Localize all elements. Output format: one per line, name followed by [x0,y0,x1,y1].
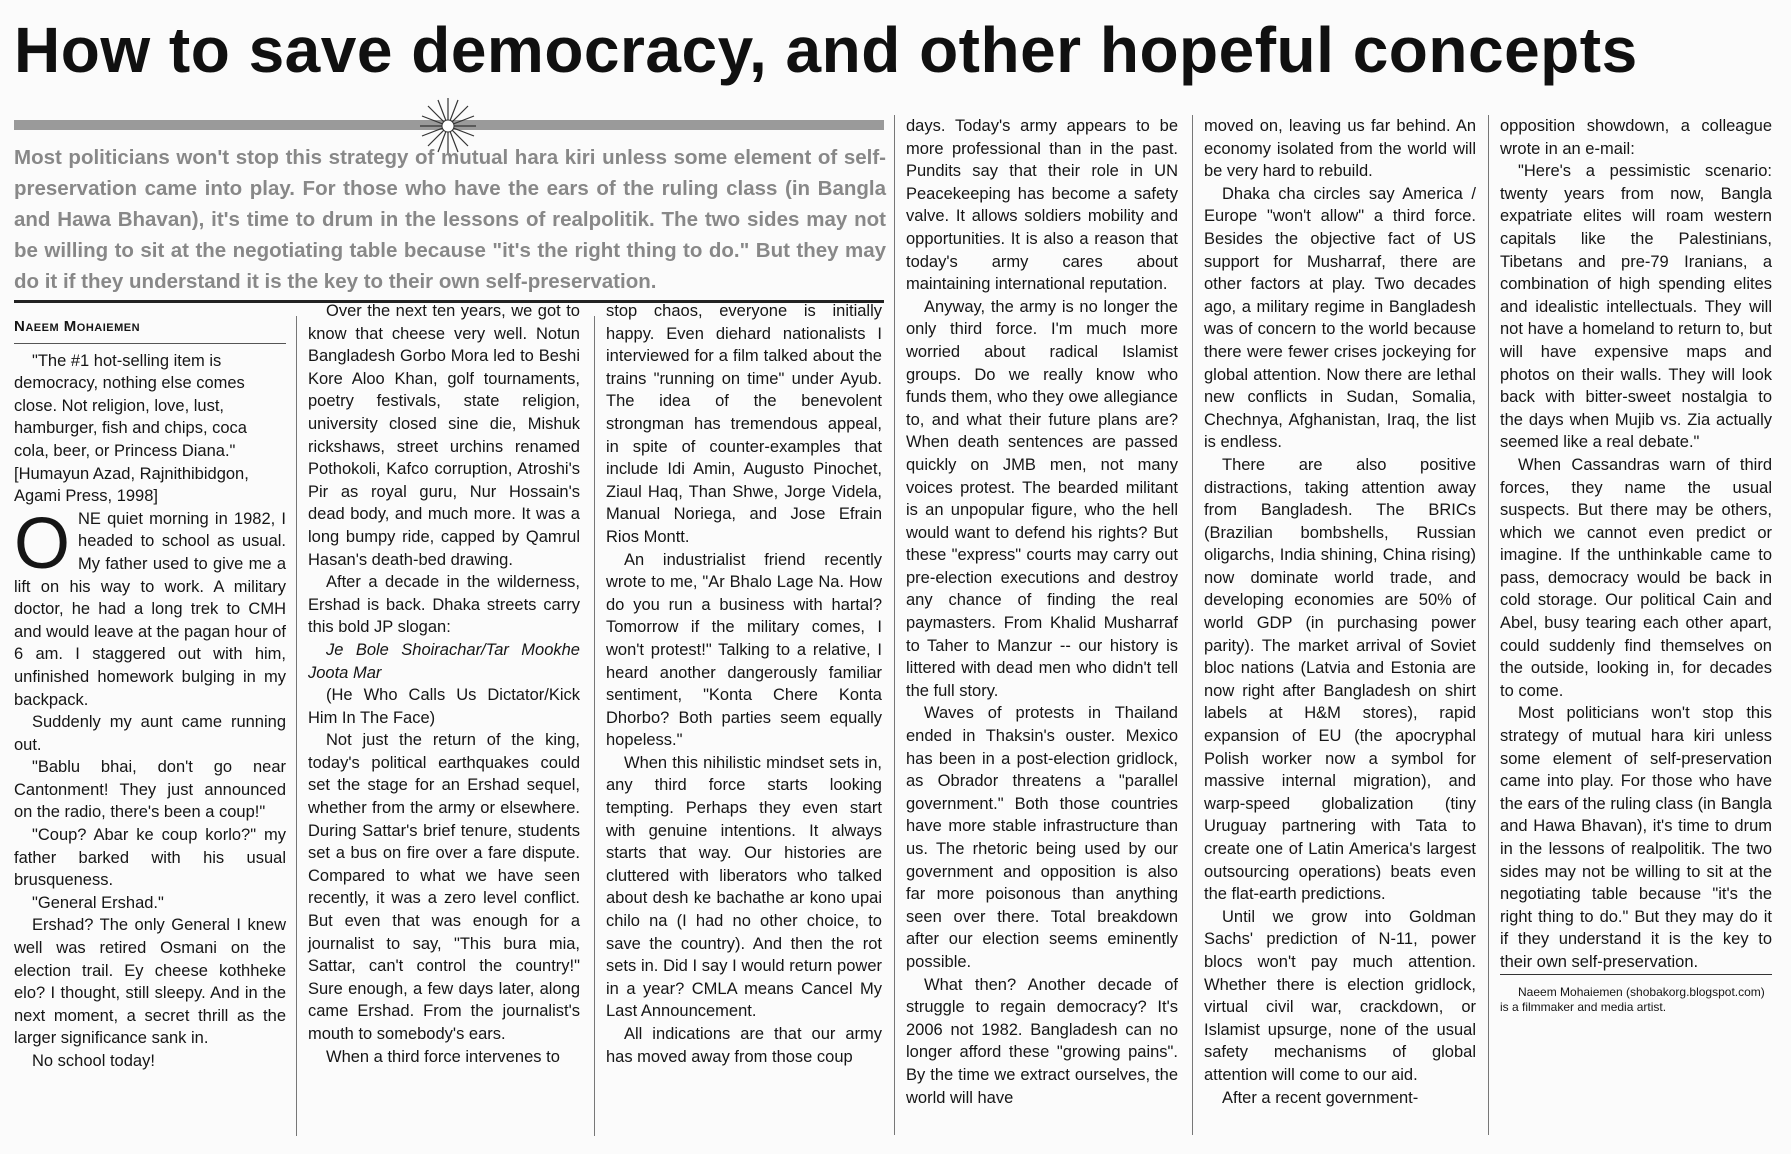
column-divider [296,316,297,1136]
paragraph: When Cassandras warn of third forces, they name the usual suspects. But there may be others, which we cannot even predict or imagine. If the unthinkable came to pass, democracy would be back in cold storage. Our political Cain and Abel, busy tearing each other apart, could suddenly find themselves on the outside, looking in, for decades to come. [1500,455,1772,700]
lead-text: NE quiet morning in 1982, I headed to school as usual. My father used to give me a lift on his way to work. A military doctor, he had a long trek to CMH and would leave at the pagan hour of 6 am. I staggered out with him, unfinished homework bulging in my backpack. [14,509,286,709]
paragraph: "Here's a pessimistic scenario: twenty years from now, Bangla expatriate elites will roam western capitals like the Palestinians, Tibetans and pre-79 Iranians, a combination of high spending elites and idealistic intellectuals. They will not have a homeland to return to, but will have expensive maps and photos on their walls. They will look back with bitter-sweet nostalgia to the days when Mujib vs. Zia actually seemed like a real debate." [1500,162,1772,452]
author-footnote: Naeem Mohaiemen (shobakorg.blogspot.com) is a filmmaker and media artist. [1500,974,1772,1015]
epigraph-citation: [Humayun Azad, Rajnithibidgon, Agami Press, 1998] [14,464,249,506]
paragraph: Until we grow into Goldman Sachs' prediction of N-11, power blocs won't pay much attention. Whether there is election gridlock, virtual civil war, crackdown, or Islamist upsurge, none of the usual safety mechanisms of global attention will come to our aid. [1204,907,1476,1084]
byline: Naeem Mohaiemen [14,316,286,344]
column-1 [14,316,286,1073]
drop-cap: O [14,503,71,584]
paragraph: Most politicians won't stop this strategy of mutual hara kiri unless some element of self-preservation came into play. For those who have the ears of the ruling class (in Bangla and Hawa Bhavan), it's time to drum in the lessons of realpolitik. The two sides may not be willing to sit at the negotiating table because "it's the right thing to do." But they may do it if they understand it is the key to their own self-preservation. [1500,704,1772,971]
paragraph: After a decade in the wilderness, Ershad is back. Dhaka streets carry this bold JP slogan: [308,573,580,637]
column-divider [1192,115,1193,1135]
paragraph: No school today! [32,1052,155,1070]
column-4 [906,115,1178,1109]
paragraph: There are also positive distractions, taking attention away from Bangladesh. The BRICs (Brazilian bombshells, Russian oligarchs, India shining, China rising) now dominate world trade, and developing economies are 50% of world GDP (in purchasing power parity). The market arrival of Soviet bloc nations (Latvia and Estonia are now right after Bangladesh on shirt labels at H&M stores), rapid expansion of EU (the apocryphal Polish worker now a symbol for massive internal migration), and warp-speed globalization (tiny Uruguay partnering with Tata to create one of Latin America's largest outsourcing operations) beats even the flat-earth predictions. [1204,455,1476,904]
paragraph: Waves of protests in Thailand ended in Thaksin's ouster. Mexico has been in a post-election gridlock, as Obrador threatens a "parallel government." Both those countries have more stable infrastructure than us. The rhetoric being used by our government and opposition is also far more poisonous than anything seen over there. Total breakdown after our election seems eminently possible. [906,704,1178,971]
page-title: How to save democracy, and other hopeful concepts [14,14,1638,86]
paragraph: Anyway, the army is no longer the only third force. I'm much more worried about radical Islamist groups. Do we really know who funds them, who they owe allegiance to, and what their future plans are? When death sentences are passed quickly on JMB men, not many voices protest. The bearded militant is an unpopular figure, who the hell would want to defend his rights? But these "express" courts may carry out pre-election executions and destroy any chance of finding the real paymasters. From Khalid Musharraf to Taher to Manzur -- our history is littered with dead men who didn't tell the full story. [906,297,1178,700]
paragraph: Over the next ten years, we got to know that cheese very well. Notun Bangladesh Gorbo Mora led to Beshi Kore Aloo Khan, golf tournaments, poetry festivals, state religion, university closed sine die, Mishuk rickshaws, street urchins renamed Pothokoli, Kafco corruption, Atroshi's Pir as royal guru, Nur Hossain's dead body, and much more. It was a long bumpy ride, capped by Qamrul Hasan's death-bed drawing. [308,302,580,569]
paragraph: Ershad? The only General I knew well was retired Osmani on the election trail. Ey cheese kothheke elo? I thought, still sleepy. And in the next moment, a secret thrill as the larger significance sank in. [14,916,286,1048]
column-3 [606,300,882,1068]
paragraph: days. Today's army appears to be more professional than in the past. Pundits say that their role in UN Peacekeeping has become a safety valve. It allows soldiers mobility and opportunities. It is also a reason that today's army cares about maintaining international reputation. [906,117,1178,294]
paragraph: moved on, leaving us far behind. An economy isolated from the world will be very hard to rebuild. [1204,117,1476,181]
column-2 [308,300,580,1068]
paragraph: An industrialist friend recently wrote to me, "Ar Bhalo Lage Na. How do you run a business with hartal? Tomorrow if the military comes, I won't protest!" Talking to a relative, I heard another dangerously familiar sentiment, "Konta Chere Konta Dhorbo? Both parties seem equally hopeless." [606,550,882,750]
paragraph: "General Ershad." [32,893,164,912]
paragraph: When a third force intervenes to [326,1047,560,1066]
column-6 [1500,115,1772,1015]
paragraph: All indications are that our army has moved away from those coup [606,1025,882,1066]
paragraph: When this nihilistic mindset sets in, any third force starts looking tempting. Perhaps they even start with genuine intentions. It always starts that way. Our histories are cluttered with liberators who talked about desh ke bachathe ar kono upai chilo na (I had no other choice, to save the country). And then the rot sets in. Did I say I would return power in a year? CMLA means Cancel My Last Announcement. [606,753,882,1021]
paragraph: Not just the return of the king, today's political earthquakes could set the stage for an Ershad sequel, whether from the army or elsewhere. During Sattar's brief tenure, students set a bus on fire over a fare dispute. Compared to what we have seen recently, it was a zero level conflict. But even that was enough for a journalist to say, "This bura mia, Sattar, can't control the country!" Sure enough, a few days later, along came Ershad. From the journalist's mouth to somebody's ears. [308,731,580,1043]
paragraph: stop chaos, everyone is initially happy. Even diehard nationalists I interviewed for a film talked about the trains "running on time" under Ayub. The idea of the benevolent strongman has tremendous appeal, in spite of counter-examples that include Idi Amin, Augusto Pinochet, Ziaul Haq, Than Shwe, Jorge Videla, Manual Noriega, and Jose Efrain Rios Montt. [606,302,882,546]
slogan-translation: (He Who Calls Us Dictator/Kick Him In The Face) [308,686,580,727]
paragraph: Dhaka cha circles say America / Europe "won't allow" a third force. Besides the objective fact of US support for Musharraf, there are other factors at play. Two decades ago, a military regime in Bangladesh was of concern to the world because there were fewer crises jockeying for global attention. Now there are lethal new conflicts in Sudan, Somalia, Chechnya, Afghanistan, Iraq, the list is endless. [1204,184,1476,452]
column-divider [1488,115,1489,1135]
column-divider [894,115,895,1135]
paragraph: After a recent government- [1222,1088,1419,1107]
paragraph: "Coup? Abar ke coup korlo?" my father barked with his usual brusqueness. [14,826,286,890]
epigraph-quote: "The #1 hot-selling item is democracy, nothing else comes close. Not religion, love, lust, hamburger, fish and chips, coca cola, beer, or Princess Diana." [14,351,247,460]
column-5 [1204,115,1476,1109]
paragraph: "Bablu bhai, don't go near Cantonment! They just announced on the radio, there's been a coup!" [14,758,286,822]
paragraph: Suddenly my aunt came running out. [14,713,286,754]
deck-summary: Most politicians won't stop this strategy of mutual hara kiri unless some element of self-preservation came into play. For those who have the ears of the ruling class (in Bangla and Hawa Bhavan), it's time to drum in the lessons of realpolitik. The two sides may not be willing to sit at the negotiating table because "it's the right thing to do." But they may do it if they understand it is the key to their own self-preservation. [14,146,886,293]
paragraph: What then? Another decade of struggle to regain democracy? It's 2006 not 1982. Bangladesh can no longer afford these "growing pains". By the time we extract ourselves, the world will have [906,975,1178,1107]
column-divider [594,316,595,1136]
slogan-line: Je Bole Shoirachar/Tar Mookhe Joota Mar [308,640,580,682]
paragraph: opposition showdown, a colleague wrote in an e-mail: [1500,117,1772,158]
lead-paragraph [14,503,286,711]
